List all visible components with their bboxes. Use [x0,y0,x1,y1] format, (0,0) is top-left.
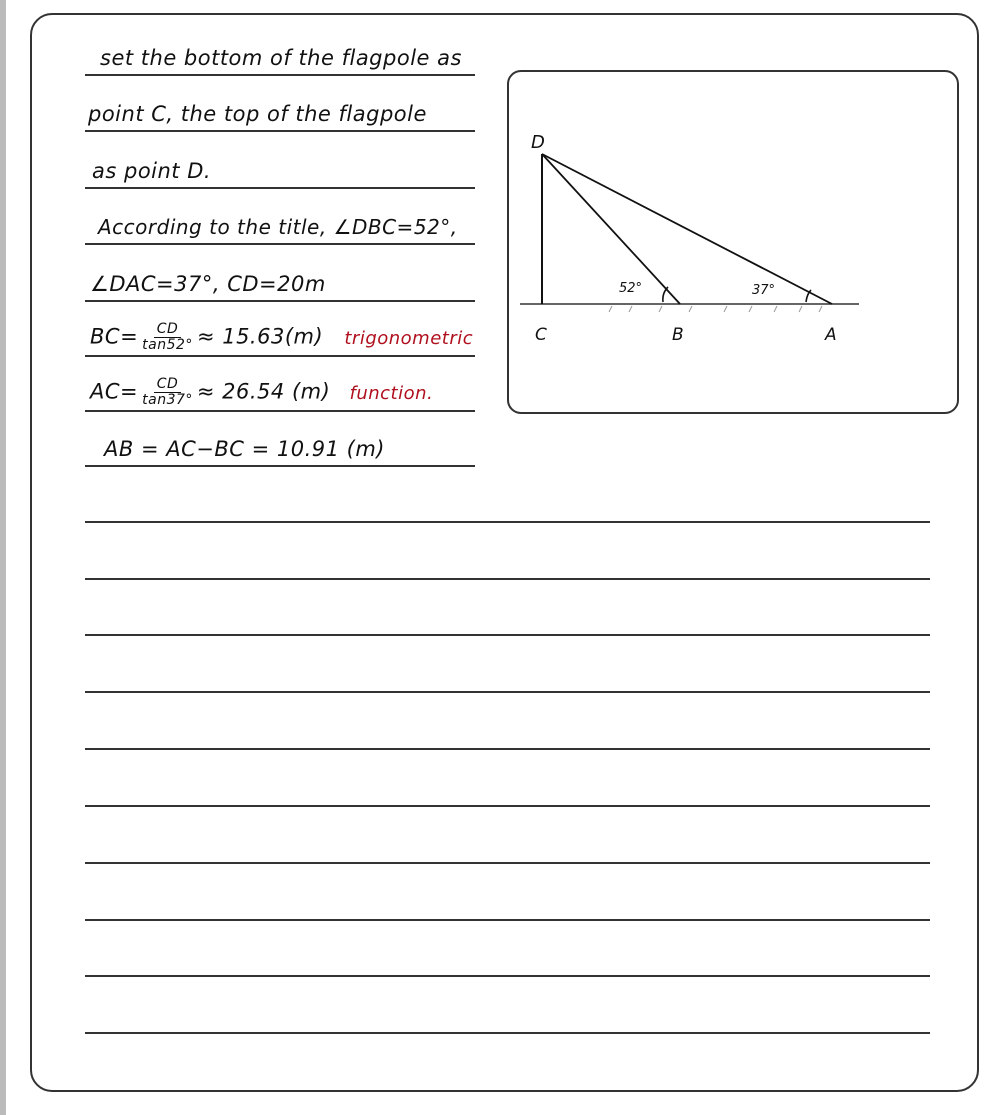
ruled-line [85,691,930,693]
label-d: D [531,132,545,153]
bc-rhs: ≈ 15.63(m) [196,324,324,349]
scan-edge [0,0,6,1115]
bc-note: trigonometric [344,327,474,349]
ruled-line [85,578,930,580]
line-5: ∠DAC=37°, CD=20m [90,272,326,296]
ruled-line [85,1032,930,1034]
ac-lhs: AC= [90,379,139,404]
ruled-line [85,243,475,245]
label-b: B [672,325,684,345]
ruled-line [85,465,475,467]
line-1: set the bottom of the flagpole as [100,46,462,70]
angle-b-label: 52° [619,281,643,296]
bc-fraction [142,322,193,353]
ruled-line [85,355,475,357]
line-4: According to the title, ∠DBC=52°, [98,215,458,239]
bc-equation [90,322,473,353]
bc-numerator: CD [154,322,182,338]
ruled-line [85,410,475,412]
line-3: as point D. [92,159,212,183]
ruled-line [85,187,475,189]
ruled-line [85,748,930,750]
ac-fraction [142,377,193,408]
ab-equation: AB = AC−BC = 10.91 (m) [104,437,385,461]
ruled-line [85,130,475,132]
ac-rhs: ≈ 26.54 (m) [196,379,331,404]
bc-lhs: BC= [90,324,139,349]
line-da [542,154,832,304]
ruled-line [85,805,930,807]
ac-denominator: tan37° [142,392,193,408]
ruled-line [85,634,930,636]
ruled-line [85,521,930,523]
ruled-line [85,300,475,302]
label-a: A [825,325,837,345]
diagram-svg [509,72,957,412]
ruled-line [85,975,930,977]
ruled-line [85,74,475,76]
flagpole-diagram [507,70,959,414]
angle-a-label: 37° [752,283,776,298]
line-2: point C, the top of the flagpole [88,102,427,126]
ruled-line [85,862,930,864]
ruled-line [85,919,930,921]
ground-hatching [609,306,822,312]
line-db [542,154,680,304]
ac-numerator: CD [154,377,182,393]
label-c: C [535,325,547,345]
bc-denominator: tan52° [142,337,193,353]
ac-equation [90,377,433,408]
ac-note: function. [349,382,434,404]
